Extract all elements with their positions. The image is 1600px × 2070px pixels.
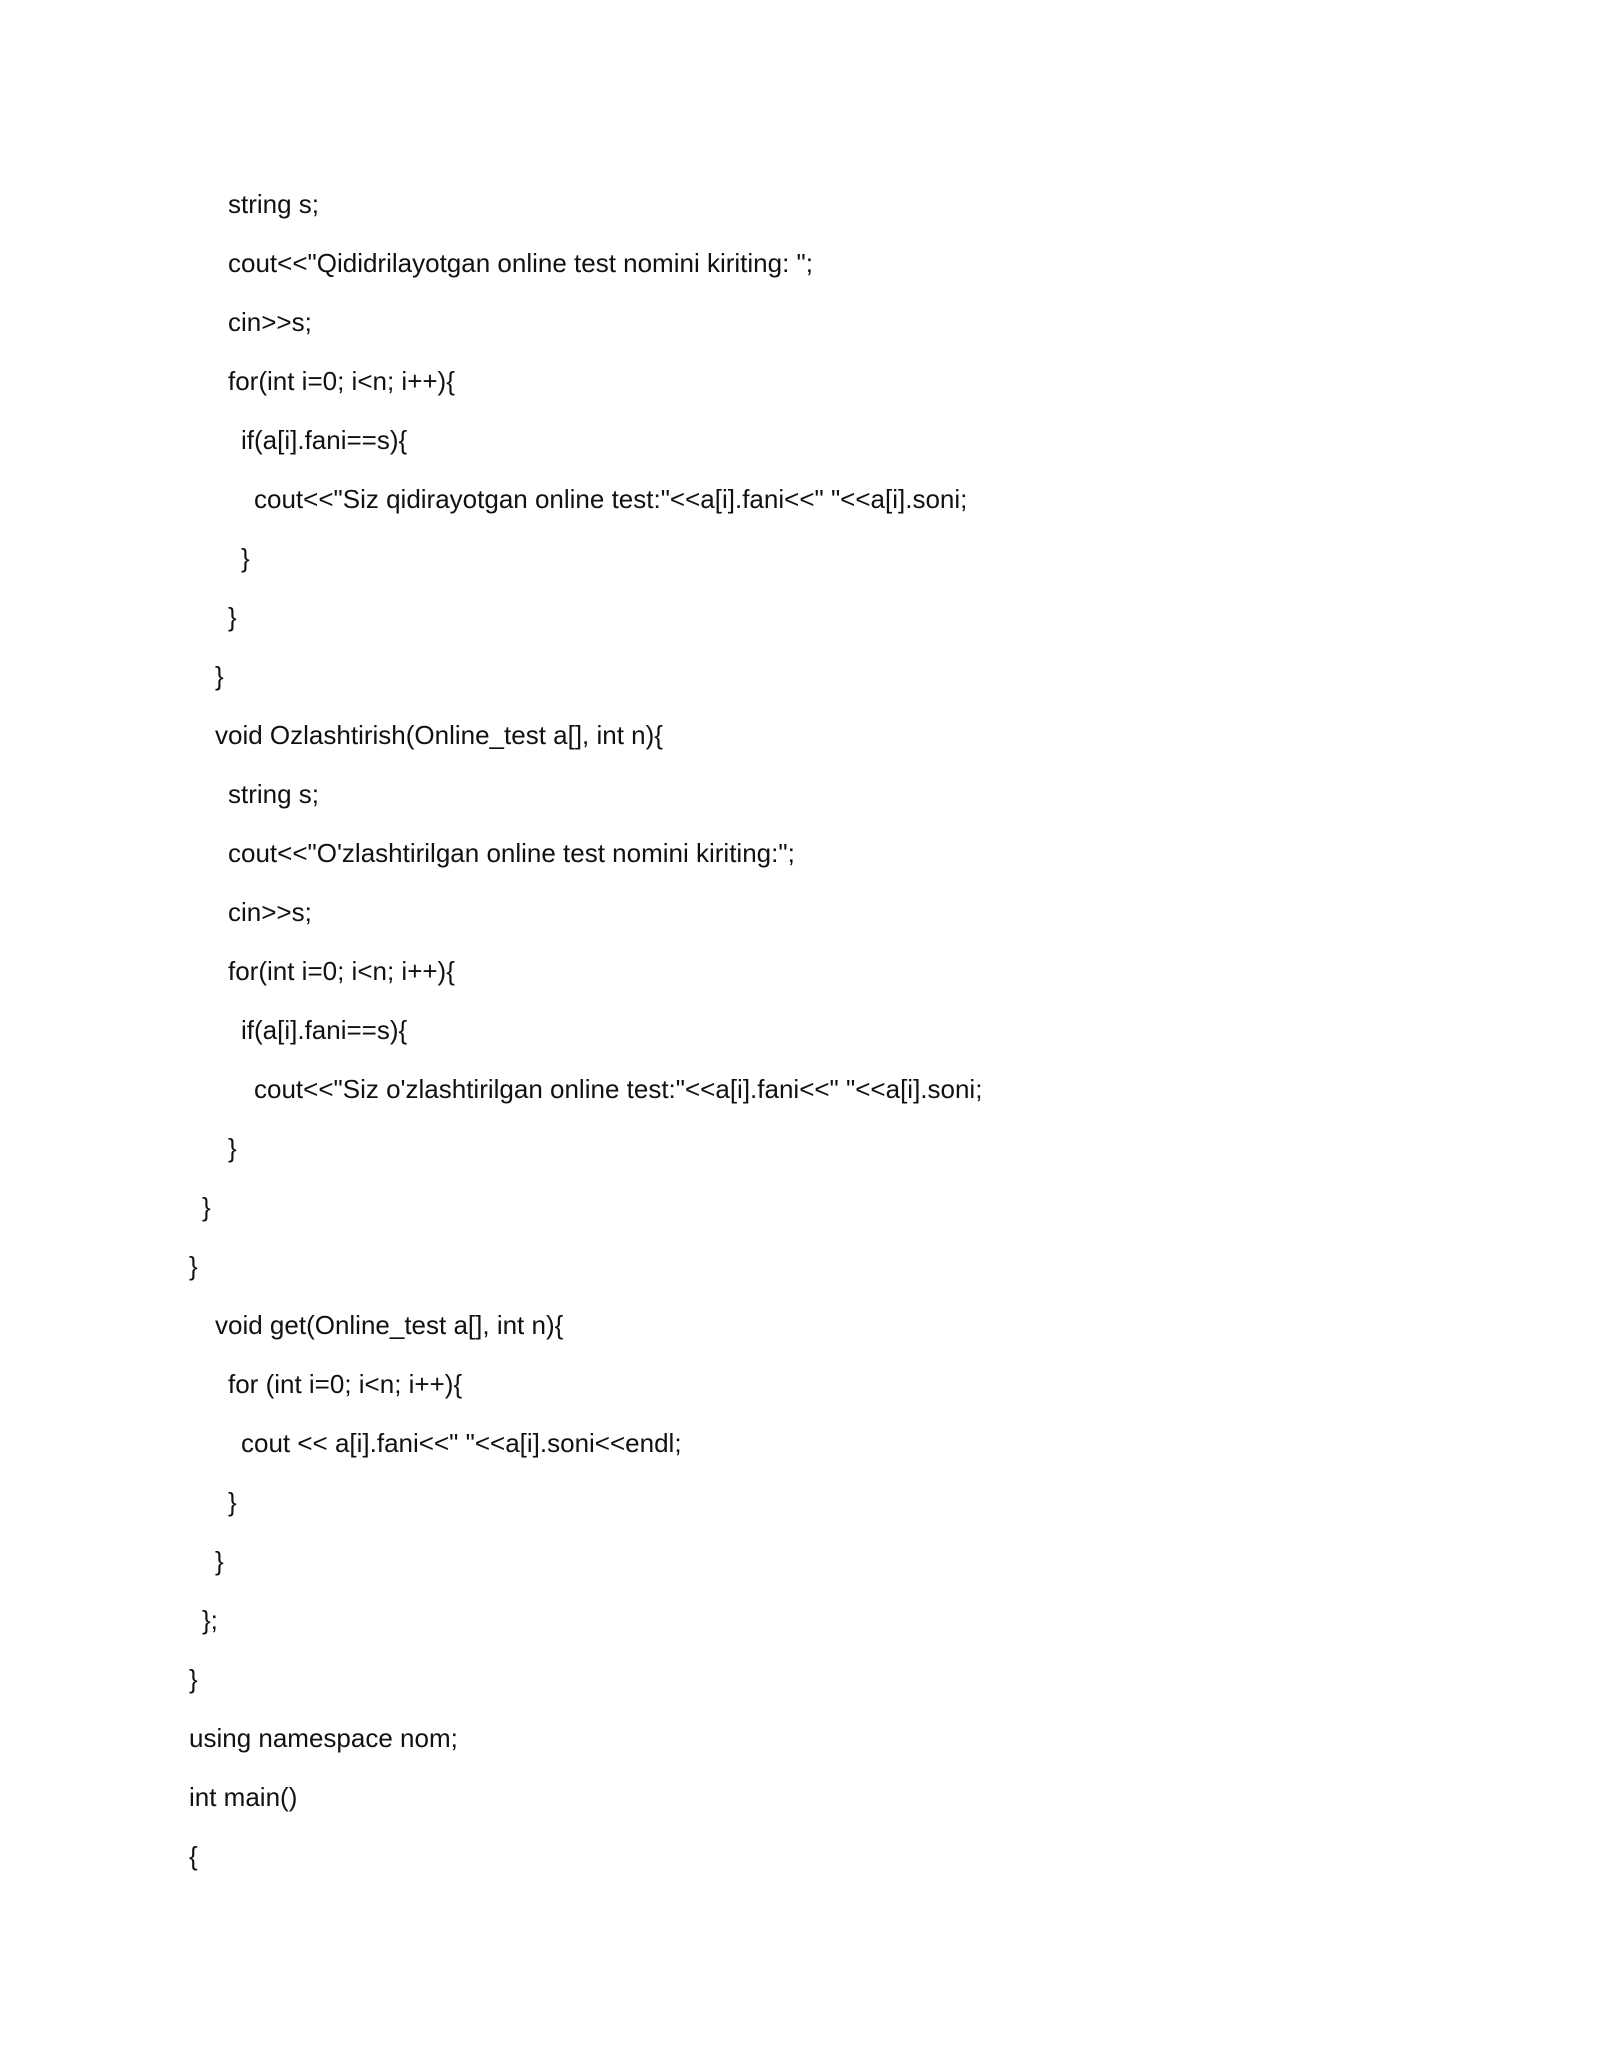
code-line: void get(Online_test a[], int n){ bbox=[215, 1310, 564, 1340]
code-line: cout<<"Siz o'zlashtirilgan online test:"<<a[i].fani<<" "<<a[i].soni; bbox=[254, 1074, 983, 1104]
code-line: for(int i=0; i<n; i++){ bbox=[228, 366, 455, 396]
code-line: using namespace nom; bbox=[189, 1723, 458, 1753]
code-line: } bbox=[202, 1192, 211, 1222]
code-line: } bbox=[241, 543, 250, 573]
code-line: if(a[i].fani==s){ bbox=[241, 425, 408, 455]
code-line: string s; bbox=[228, 779, 320, 809]
code-line: cin>>s; bbox=[228, 307, 312, 337]
code-line: int main() bbox=[189, 1782, 298, 1812]
code-line: } bbox=[189, 1664, 198, 1694]
code-line: } bbox=[228, 1487, 237, 1517]
code-line: } bbox=[189, 1251, 198, 1281]
code-line: } bbox=[228, 602, 237, 632]
code-line: for (int i=0; i<n; i++){ bbox=[228, 1369, 463, 1399]
code-line: } bbox=[228, 1133, 237, 1163]
code-line: { bbox=[189, 1841, 198, 1871]
code-line: for(int i=0; i<n; i++){ bbox=[228, 956, 455, 986]
code-line: }; bbox=[202, 1605, 218, 1635]
code-line: cin>>s; bbox=[228, 897, 312, 927]
code-line: if(a[i].fani==s){ bbox=[241, 1015, 408, 1045]
code-line: } bbox=[215, 661, 224, 691]
code-line: } bbox=[215, 1546, 224, 1576]
code-line: cout<<"O'zlashtirilgan online test nomini kiriting:"; bbox=[228, 838, 795, 868]
code-line: cout << a[i].fani<<" "<<a[i].soni<<endl; bbox=[241, 1428, 682, 1458]
code-line: void Ozlashtirish(Online_test a[], int n){ bbox=[215, 720, 663, 750]
code-line: cout<<"Qididrilayotgan online test nomini kiriting: "; bbox=[228, 248, 813, 278]
code-line: string s; bbox=[228, 189, 320, 219]
code-line: cout<<"Siz qidirayotgan online test:"<<a[i].fani<<" "<<a[i].soni; bbox=[254, 484, 968, 514]
